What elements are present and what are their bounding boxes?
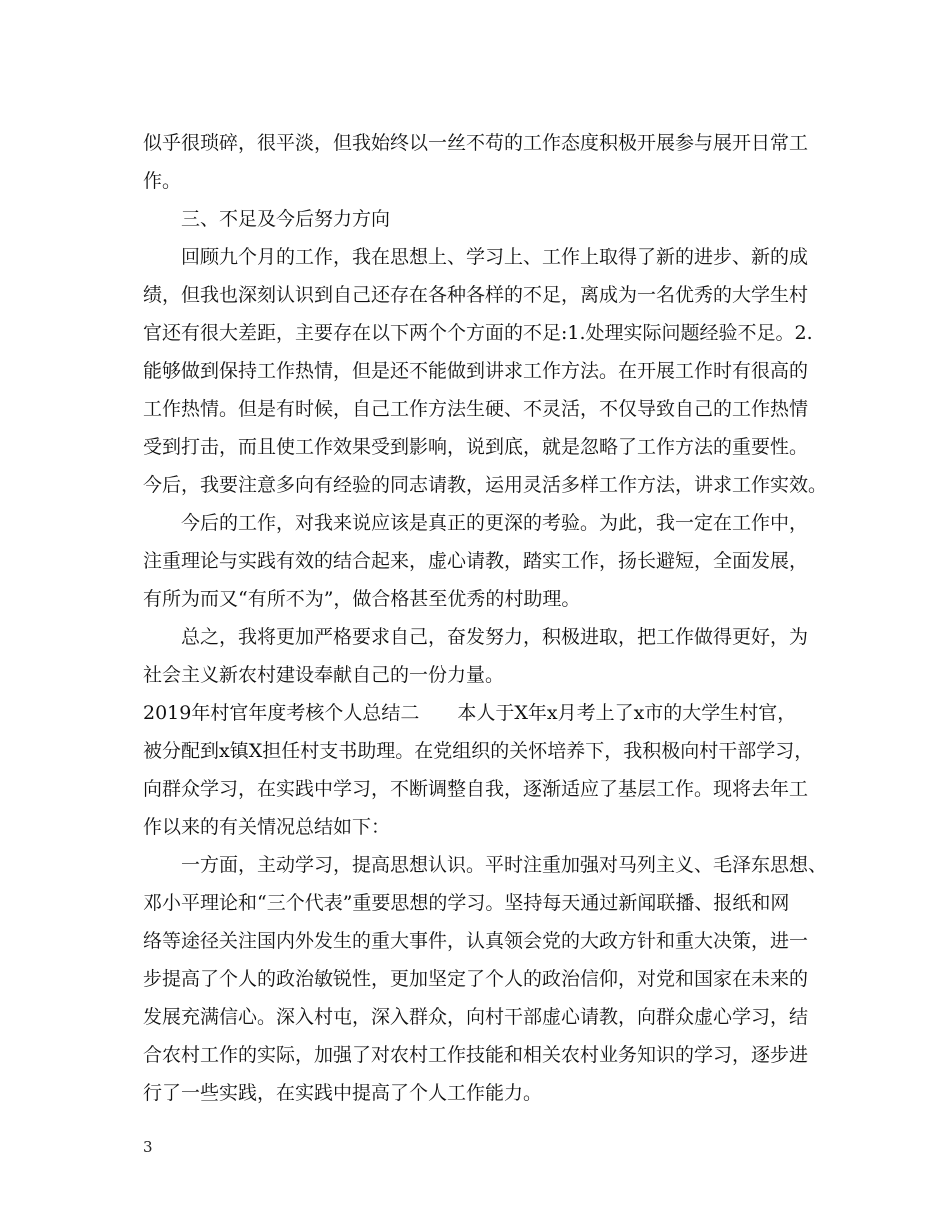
text-line: 步提高了个人的政治敏锐性，更加坚定了个人的政治信仰，对党和国家在未来的 <box>143 968 809 990</box>
text-line: 回顾九个月的工作，我在思想上、学习上、工作上取得了新的进步、新的成 <box>181 246 809 268</box>
text-line: 总之，我将更加严格要求自己，奋发努力，积极进取，把工作做得更好，为 <box>181 626 809 648</box>
text-line: 受到打击，而且使工作效果受到影响，说到底，就是忽略了工作方法的重要性。 <box>143 436 809 458</box>
text-line: 注重理论与实践有效的结合起来，虚心请教，踏实工作，扬长避短，全面发展， <box>143 550 809 572</box>
text-line: 似乎很琐碎，很平淡，但我始终以一丝不苟的工作态度积极开展参与展开日常工 <box>143 132 809 154</box>
text-line: 今后的工作，对我来说应该是真正的更深的考验。为此，我一定在工作中， <box>181 512 809 534</box>
text-line: 有所为而又“有所不为”，做合格甚至优秀的村助理。 <box>143 588 581 610</box>
page-number: 3 <box>143 1138 153 1156</box>
text-line: 作以来的有关情况总结如下： <box>143 816 391 838</box>
document-body <box>143 124 828 1112</box>
text-line: 一方面，主动学习，提高思想认识。平时注重加强对马列主义、毛泽东思想、 <box>181 854 828 876</box>
text-line: 能够做到保持工作热情，但是还不能做到讲求工作方法。在开展工作时有很高的 <box>143 360 809 382</box>
text-line: 行了一些实践，在实践中提高了个人工作能力。 <box>143 1082 543 1104</box>
text-line: 被分配到x镇X担任村支书助理。在党组织的关怀培养下，我积极向村干部学习， <box>143 740 814 762</box>
text-line: 络等途径关注国内外发生的重大事件，认真领会党的大政方针和重大决策，进一 <box>143 930 809 952</box>
section-heading: 三、不足及今后努力方向 <box>181 208 391 230</box>
text-line: 今后，我要注意多向有经验的同志请教，运用灵活多样工作方法，讲求工作实效。 <box>143 474 828 496</box>
text-line: 官还有很大差距，主要存在以下两个个方面的不足:1.处理实际问题经验不足。2. <box>143 322 813 344</box>
text-line: 向群众学习，在实践中学习，不断调整自我，逐渐适应了基层工作。现将去年工 <box>143 778 809 800</box>
text-line: 发展充满信心。深入村屯，深入群众，向村干部虚心请教，向群众虚心学习，结 <box>143 1006 809 1028</box>
text-line: 邓小平理论和“三个代表”重要思想的学习。坚持每天通过新闻联播、报纸和网 <box>143 892 790 914</box>
text-line: 合农村工作的实际，加强了对农村工作技能和相关农村业务知识的学习，逐步进 <box>143 1044 809 1066</box>
text-line: 作。 <box>143 170 182 192</box>
title-line: 2019年村官年度考核个人总结二 本人于X年x月考上了x市的大学生村官， <box>143 702 797 724</box>
text-line: 工作热情。但是有时候，自己工作方法生硬、不灵活，不仅导致自己的工作热情 <box>143 398 809 420</box>
text-line: 绩，但我也深刻认识到自己还存在各种各样的不足，离成为一名优秀的大学生村 <box>143 284 809 306</box>
text-line: 社会主义新农村建设奉献自己的一份力量。 <box>143 664 505 686</box>
